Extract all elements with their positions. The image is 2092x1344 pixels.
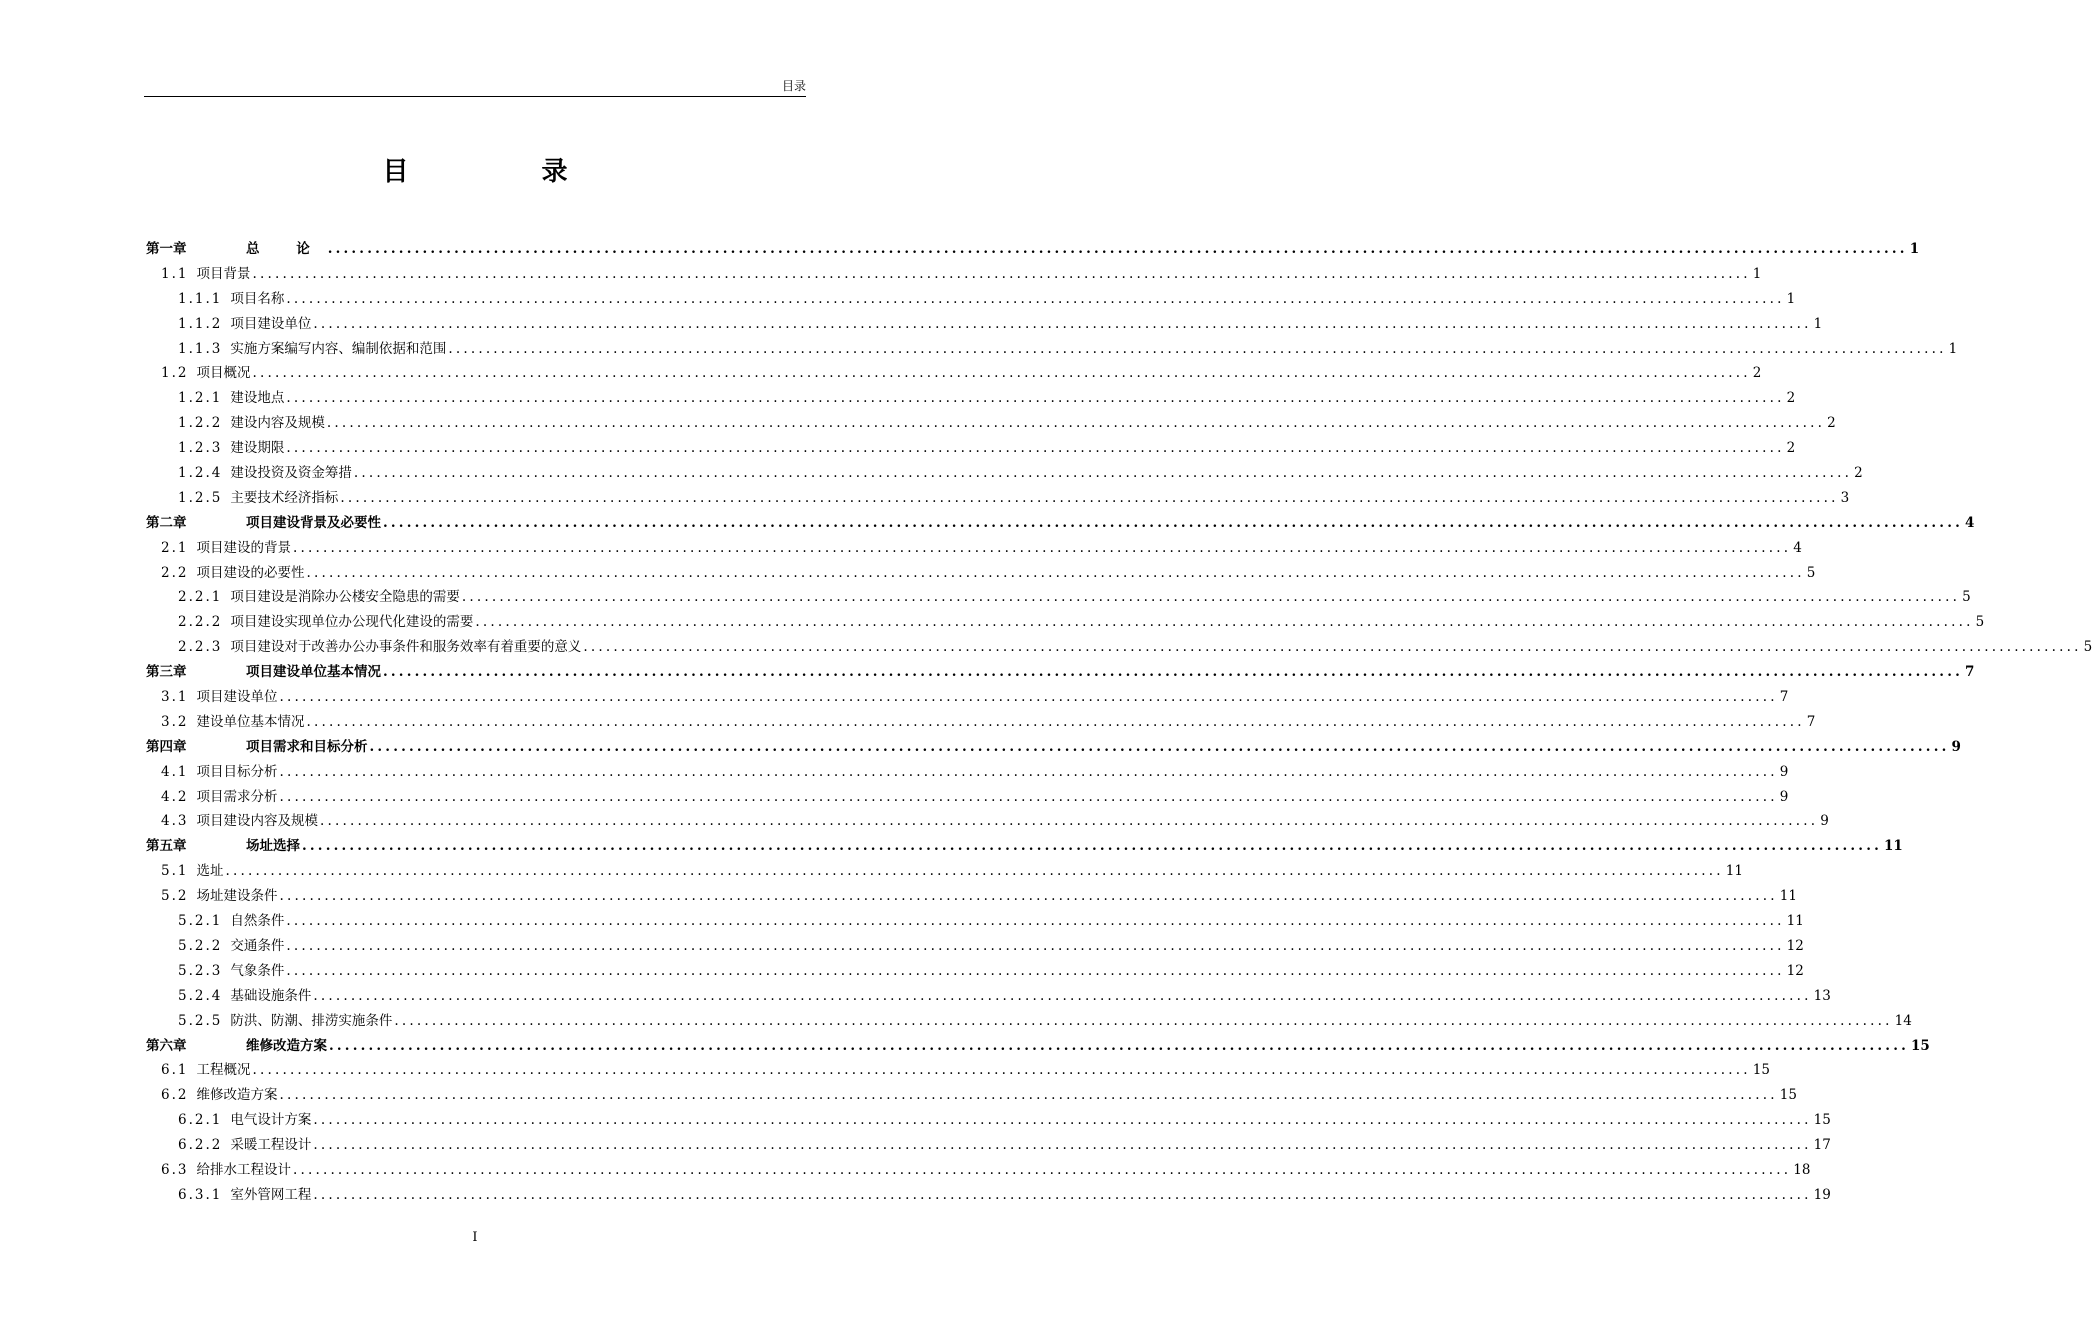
toc-entry-page-number: 5: [1975, 614, 1985, 631]
toc-entry-page-number: 1: [1948, 340, 1958, 357]
toc-subsection-entry[interactable]: [144, 959, 1804, 984]
table-of-contents: [144, 237, 2092, 1208]
toc-dot-leader: ........................................................................................................................................................................................................: [306, 713, 1805, 730]
toc-entry-number: 4.1: [161, 763, 189, 780]
toc-dot-leader: ........................................................................................................................................................................................................: [461, 589, 1961, 606]
toc-entry-label: 项目建设单位: [230, 315, 312, 332]
toc-subsection-entry[interactable]: [144, 436, 1796, 461]
toc-entry-label: 场址建设条件: [196, 888, 278, 905]
toc-subsection-entry[interactable]: [144, 984, 1831, 1009]
toc-dot-leader: ........................................................................................................................................................................................................: [252, 265, 1751, 282]
toc-entry-label: 维修改造方案: [246, 1037, 327, 1054]
toc-entry-page-number: 12: [1786, 937, 1804, 954]
toc-entry-label: 工程概况: [196, 1062, 251, 1079]
toc-dot-leader: ........................................................................................................................................................................................................: [279, 1087, 1778, 1104]
toc-section-entry[interactable]: [144, 262, 1762, 287]
toc-chapter-entry[interactable]: [144, 735, 1961, 760]
toc-entry-label: 建设内容及规模: [230, 415, 325, 432]
toc-dot-leader: ........................................................................................................................................................................................................: [286, 440, 1785, 457]
toc-dot-leader: ........................................................................................................................................................................................................: [383, 664, 1963, 681]
toc-dot-leader: ........................................................................................................................................................................................................: [279, 788, 1778, 805]
toc-entry-number: 第五章: [146, 838, 187, 855]
toc-entry-number: 5.2.1: [178, 913, 223, 930]
toc-entry-number: 2.2.2: [178, 614, 223, 631]
toc-entry-page-number: 4: [1965, 514, 1975, 531]
toc-entry-number: 6.3: [161, 1161, 189, 1178]
toc-dot-leader: ........................................................................................................................................................................................................: [279, 763, 1778, 780]
toc-entry-label: 项目建设实现单位办公现代化建设的需要: [230, 614, 474, 631]
toc-entry-label: 建设投资及资金筹措: [230, 465, 352, 482]
toc-section-entry[interactable]: [144, 685, 1789, 710]
toc-subsection-entry[interactable]: [144, 312, 1823, 337]
toc-entry-number: 6.2: [161, 1087, 189, 1104]
toc-section-entry[interactable]: [144, 561, 1816, 586]
toc-subsection-entry[interactable]: [144, 610, 1985, 635]
toc-entry-number: 第六章: [146, 1037, 187, 1054]
toc-entry-label: 防洪、防潮、排涝实施条件: [230, 1012, 393, 1029]
toc-entry-number: 6.1: [161, 1062, 189, 1079]
toc-section-entry[interactable]: [144, 536, 1802, 561]
toc-chapter-entry[interactable]: [144, 237, 1920, 262]
toc-entry-number: 3.2: [161, 713, 189, 730]
toc-entry-number: 2.2: [161, 564, 189, 581]
toc-entry-page-number: 15: [1779, 1087, 1797, 1104]
toc-entry-number: 1.2.4: [178, 465, 223, 482]
toc-entry-number: 1.2.2: [178, 415, 223, 432]
toc-entry-label: 维修改造方案: [196, 1087, 278, 1104]
toc-section-entry[interactable]: [144, 809, 1829, 834]
footer-page-number: I: [472, 1230, 478, 1245]
toc-entry-page-number: 7: [1965, 664, 1975, 681]
toc-entry-number: 1.2: [161, 365, 189, 382]
toc-dot-leader: ........................................................................................................................................................................................................: [448, 340, 1947, 357]
toc-entry-page-number: 9: [1779, 763, 1789, 780]
toc-entry-label: 气象条件: [230, 962, 285, 979]
toc-entry-number: 第四章: [146, 738, 187, 755]
toc-entry-label: 项目需求和目标分析: [246, 738, 368, 755]
toc-entry-page-number: 9: [1820, 813, 1829, 830]
toc-entry-label: 项目建设单位基本情况: [246, 664, 381, 681]
toc-entry-number: 5.2.3: [178, 962, 223, 979]
toc-entry-label: 项目名称: [230, 290, 285, 307]
toc-dot-leader: ........................................................................................................................................................................................................: [286, 913, 1785, 930]
toc-entry-number: 5.2.5: [178, 1012, 223, 1029]
toc-entry-page-number: 13: [1813, 987, 1831, 1004]
toc-entry-label: 建设地点: [230, 390, 285, 407]
toc-dot-leader: ........................................................................................................................................................................................................: [306, 564, 1805, 581]
toc-entry-page-number: 2: [1752, 365, 1762, 382]
toc-dot-leader: ........................................................................................................................................................................................................: [327, 241, 1908, 257]
toc-entry-page-number: 5: [1806, 564, 1816, 581]
toc-dot-leader: ........................................................................................................................................................................................................: [475, 614, 1974, 631]
toc-section-entry[interactable]: [144, 710, 1816, 735]
toc-entry-label: 项目建设背景及必要性: [246, 514, 381, 531]
toc-dot-leader: ........................................................................................................................................................................................................: [394, 1012, 1893, 1029]
toc-entry-number: 1.2.3: [178, 440, 223, 457]
toc-dot-leader: ........................................................................................................................................................................................................: [313, 1186, 1812, 1203]
toc-entry-page-number: 7: [1779, 689, 1789, 706]
toc-dot-leader: ........................................................................................................................................................................................................: [340, 489, 1839, 506]
toc-subsection-entry[interactable]: [144, 635, 2092, 660]
toc-entry-page-number: 1: [1909, 241, 1920, 257]
toc-entry-page-number: 19: [1813, 1186, 1831, 1203]
toc-entry-number: 5.2.2: [178, 937, 223, 954]
toc-entry-page-number: 9: [1779, 788, 1789, 805]
toc-chapter-entry[interactable]: [144, 1034, 1930, 1059]
toc-entry-label: 项目概况: [196, 365, 251, 382]
toc-dot-leader: ........................................................................................................................................................................................................: [252, 365, 1751, 382]
toc-dot-leader: ........................................................................................................................................................................................................: [329, 1037, 1909, 1054]
running-header: [144, 78, 806, 97]
toc-entry-page-number: 2: [1786, 440, 1796, 457]
toc-dot-leader: ........................................................................................................................................................................................................: [279, 888, 1778, 905]
toc-entry-number: 6.3.1: [178, 1186, 223, 1203]
toc-section-entry[interactable]: [144, 1158, 1811, 1183]
toc-entry-number: 3.1: [161, 689, 189, 706]
toc-entry-page-number: 14: [1894, 1012, 1912, 1029]
toc-entry-number: 1.1.1: [178, 290, 223, 307]
toc-dot-leader: ........................................................................................................................................................................................................: [279, 689, 1778, 706]
toc-subsection-entry[interactable]: [144, 337, 1958, 362]
running-header-title: 目录: [781, 79, 806, 93]
toc-entry-label: 项目需求分析: [196, 788, 278, 805]
toc-entry-page-number: 5: [1962, 589, 1971, 606]
toc-entry-label: 总 论: [246, 241, 326, 257]
toc-entry-number: 第三章: [146, 664, 187, 681]
toc-entry-label: 项目建设的必要性: [196, 564, 305, 581]
toc-entry-page-number: 2: [1854, 465, 1863, 482]
toc-dot-leader: ........................................................................................................................................................................................................: [286, 390, 1785, 407]
toc-dot-leader: ........................................................................................................................................................................................................: [313, 987, 1812, 1004]
toc-entry-label: 实施方案编写内容、编制依据和范围: [230, 340, 447, 357]
toc-entry-label: 室外管网工程: [230, 1186, 312, 1203]
toc-dot-leader: ........................................................................................................................................................................................................: [383, 514, 1963, 531]
toc-section-entry[interactable]: [144, 361, 1762, 386]
toc-entry-page-number: 11: [1884, 838, 1903, 855]
toc-dot-leader: ........................................................................................................................................................................................................: [225, 863, 1724, 880]
toc-entry-page-number: 9: [1951, 738, 1961, 755]
toc-dot-leader: ........................................................................................................................................................................................................: [252, 1062, 1751, 1079]
toc-entry-page-number: 2: [1827, 415, 1836, 432]
toc-entry-page-number: 11: [1786, 913, 1804, 930]
toc-dot-leader: ........................................................................................................................................................................................................: [302, 838, 1882, 855]
toc-entry-page-number: 17: [1813, 1137, 1831, 1154]
toc-entry-number: 4.2: [161, 788, 189, 805]
toc-dot-leader: ........................................................................................................................................................................................................: [313, 1112, 1812, 1129]
toc-dot-leader: ........................................................................................................................................................................................................: [286, 962, 1785, 979]
toc-subsection-entry[interactable]: [144, 1133, 1831, 1158]
toc-entry-label: 选址: [196, 863, 224, 880]
toc-entry-number: 5.2: [161, 888, 189, 905]
toc-section-entry[interactable]: [144, 1058, 1770, 1083]
toc-entry-page-number: 1: [1752, 265, 1762, 282]
toc-dot-leader: ........................................................................................................................................................................................................: [313, 315, 1812, 332]
toc-dot-leader: ........................................................................................................................................................................................................: [313, 1137, 1812, 1154]
toc-entry-label: 主要技术经济指标: [230, 489, 339, 506]
toc-entry-number: 第二章: [146, 514, 187, 531]
toc-subsection-entry[interactable]: [144, 585, 1971, 610]
toc-subsection-entry[interactable]: [144, 1009, 1912, 1034]
toc-entry-number: 5.2.4: [178, 987, 223, 1004]
toc-entry-label: 项目目标分析: [196, 763, 278, 780]
toc-entry-number: 1.1.2: [178, 315, 223, 332]
toc-dot-leader: ........................................................................................................................................................................................................: [353, 465, 1853, 482]
toc-entry-label: 项目建设的背景: [196, 539, 291, 556]
toc-dot-leader: ........................................................................................................................................................................................................: [286, 290, 1785, 307]
toc-entry-page-number: 18: [1793, 1161, 1811, 1178]
toc-subsection-entry[interactable]: [144, 411, 1836, 436]
toc-entry-number: 4.3: [161, 813, 189, 830]
toc-entry-label: 建设期限: [230, 440, 285, 457]
toc-entry-label: 建设单位基本情况: [196, 713, 305, 730]
toc-section-entry[interactable]: [144, 785, 1789, 810]
toc-subsection-entry[interactable]: [144, 934, 1804, 959]
toc-entry-page-number: 4: [1793, 539, 1802, 556]
toc-entry-label: 场址选择: [246, 838, 300, 855]
toc-entry-number: 1.2.5: [178, 489, 223, 506]
toc-chapter-entry[interactable]: [144, 660, 1975, 685]
toc-entry-page-number: 12: [1786, 962, 1804, 979]
toc-entry-number: 6.2.1: [178, 1112, 223, 1129]
toc-entry-label: 采暖工程设计: [230, 1137, 312, 1154]
toc-dot-leader: ........................................................................................................................................................................................................: [326, 415, 1826, 432]
toc-entry-page-number: 11: [1779, 888, 1797, 905]
toc-dot-leader: ........................................................................................................................................................................................................: [319, 813, 1819, 830]
page-title: 目 录: [382, 157, 630, 187]
toc-section-entry[interactable]: [144, 1083, 1797, 1108]
toc-entry-page-number: 11: [1725, 863, 1743, 880]
toc-entry-label: 项目建设单位: [196, 689, 278, 706]
toc-subsection-entry[interactable]: [144, 1183, 1831, 1208]
toc-entry-label: 项目建设对于改善办公办事条件和服务效率有着重要的意义: [230, 639, 582, 656]
toc-entry-number: 1.1: [161, 265, 189, 282]
toc-entry-page-number: 15: [1752, 1062, 1770, 1079]
toc-entry-page-number: 7: [1806, 713, 1816, 730]
toc-chapter-entry[interactable]: [144, 511, 1975, 536]
toc-entry-number: 2.2.3: [178, 639, 223, 656]
toc-subsection-entry[interactable]: [144, 461, 1863, 486]
toc-subsection-entry[interactable]: [144, 287, 1796, 312]
toc-dot-leader: ........................................................................................................................................................................................................: [286, 937, 1785, 954]
toc-entry-number: 1.1.3: [178, 340, 223, 357]
toc-subsection-entry[interactable]: [144, 909, 1804, 934]
toc-entry-label: 电气设计方案: [230, 1112, 312, 1129]
toc-dot-leader: ........................................................................................................................................................................................................: [292, 1161, 1792, 1178]
toc-section-entry[interactable]: [144, 760, 1789, 785]
toc-subsection-entry[interactable]: [144, 386, 1796, 411]
toc-entry-number: 2.1: [161, 539, 189, 556]
toc-entry-page-number: 1: [1813, 315, 1823, 332]
toc-entry-page-number: 3: [1840, 489, 1850, 506]
toc-entry-page-number: 1: [1786, 290, 1796, 307]
toc-entry-page-number: 5: [2083, 639, 2092, 656]
toc-dot-leader: ........................................................................................................................................................................................................: [292, 539, 1792, 556]
toc-entry-label: 自然条件: [230, 913, 285, 930]
toc-entry-label: 项目背景: [196, 265, 251, 282]
toc-entry-number: 5.1: [161, 863, 189, 880]
toc-chapter-entry[interactable]: [144, 834, 1903, 859]
toc-entry-label: 交通条件: [230, 937, 285, 954]
toc-entry-label: 项目建设是消除办公楼安全隐患的需要: [230, 589, 460, 606]
toc-entry-page-number: 2: [1786, 390, 1796, 407]
toc-entry-label: 基础设施条件: [230, 987, 312, 1004]
toc-dot-leader: ........................................................................................................................................................................................................: [583, 639, 2082, 656]
toc-subsection-entry[interactable]: [144, 486, 1850, 511]
toc-entry-number: 第一章: [146, 241, 187, 257]
toc-subsection-entry[interactable]: [144, 1108, 1831, 1133]
toc-entry-page-number: 15: [1813, 1112, 1831, 1129]
toc-entry-number: 2.2.1: [178, 589, 223, 606]
toc-section-entry[interactable]: [144, 884, 1797, 909]
toc-entry-label: 项目建设内容及规模: [196, 813, 318, 830]
toc-entry-page-number: 15: [1911, 1037, 1930, 1054]
toc-section-entry[interactable]: [144, 859, 1743, 884]
toc-dot-leader: ........................................................................................................................................................................................................: [369, 738, 1950, 755]
toc-entry-label: 给排水工程设计: [196, 1161, 291, 1178]
toc-entry-number: 6.2.2: [178, 1137, 223, 1154]
toc-entry-number: 1.2.1: [178, 390, 223, 407]
